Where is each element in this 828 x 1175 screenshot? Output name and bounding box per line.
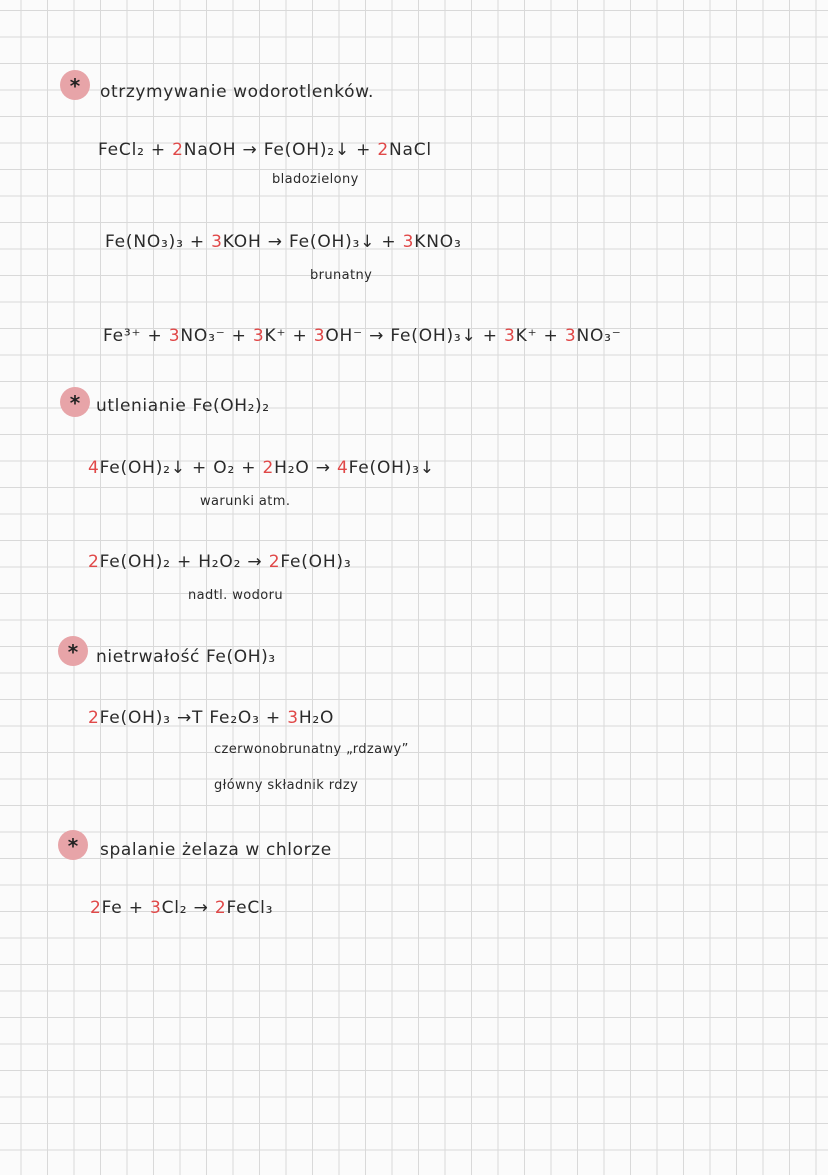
- eq-coefficient: 3: [252, 326, 265, 346]
- eq-part: Fe³⁺ +: [103, 326, 169, 346]
- equation: [88, 458, 435, 478]
- eq-coefficient: 3: [313, 326, 326, 346]
- eq-coefficient: 2: [214, 898, 227, 918]
- equation-note-2: główny składnik rdzy: [214, 778, 359, 793]
- section-heading: otrzymywanie wodorotlenków.: [100, 82, 375, 102]
- eq-part: FeCl₃: [226, 898, 274, 918]
- eq-coefficient: 2: [90, 898, 102, 918]
- eq-coefficient: 2: [88, 708, 100, 728]
- section-heading: utlenianie Fe(OH₂)₂: [96, 396, 270, 416]
- eq-coefficient: 2: [262, 458, 275, 478]
- eq-part: Fe(OH)₂ + H₂O₂ →: [99, 552, 269, 572]
- eq-coefficient: 2: [172, 140, 184, 160]
- eq-coefficient: 2: [377, 140, 390, 160]
- eq-coefficient: 3: [149, 898, 162, 918]
- eq-part: NO₃⁻ +: [180, 326, 253, 346]
- eq-coefficient: 4: [337, 458, 349, 478]
- eq-part: KNO₃: [414, 232, 462, 252]
- equation: [103, 326, 622, 346]
- asterisk-bullet-icon: *: [60, 70, 90, 100]
- eq-coefficient: 3: [402, 232, 415, 252]
- eq-part: H₂O →: [274, 458, 337, 478]
- eq-part: Fe(OH)₂↓ + O₂ +: [99, 458, 263, 478]
- eq-part: OH⁻ → Fe(OH)₃↓ +: [325, 326, 504, 346]
- eq-part: H₂O: [298, 708, 335, 728]
- equation: [88, 708, 334, 728]
- asterisk-bullet-icon: *: [58, 830, 88, 860]
- eq-part: NaOH → Fe(OH)₂↓ +: [183, 140, 378, 160]
- eq-coefficient: 4: [88, 458, 100, 478]
- eq-part: K⁺ +: [264, 326, 314, 346]
- equation: [98, 140, 432, 160]
- eq-coefficient: 3: [504, 326, 516, 346]
- equation-note: nadtl. wodoru: [188, 588, 284, 603]
- eq-part: FeCl₂ +: [98, 140, 173, 160]
- equation: [90, 898, 273, 918]
- eq-coefficient: 3: [287, 708, 299, 728]
- eq-coefficient: 3: [168, 326, 181, 346]
- eq-coefficient: 2: [88, 552, 100, 572]
- asterisk-bullet-icon: *: [60, 387, 90, 417]
- eq-part: KOH → Fe(OH)₃↓ +: [222, 232, 403, 252]
- eq-part: K⁺ +: [515, 326, 565, 346]
- eq-part: Fe(OH)₃↓: [348, 458, 435, 478]
- eq-part: Fe(OH)₃ →T Fe₂O₃ +: [99, 708, 288, 728]
- section-heading: spalanie żelaza w chlorze: [100, 840, 332, 860]
- eq-part: Fe(NO₃)₃ +: [105, 232, 212, 252]
- equation: [88, 552, 351, 572]
- equation-note: bladozielony: [272, 172, 359, 187]
- eq-coefficient: 3: [564, 326, 577, 346]
- eq-coefficient: 3: [211, 232, 223, 252]
- equation-note: czerwonobrunatny „rdzawy”: [214, 742, 409, 757]
- equation-note: brunatny: [310, 268, 373, 283]
- eq-part: NaCl: [389, 140, 432, 160]
- eq-part: Cl₂ →: [161, 898, 215, 918]
- section-heading: nietrwałość Fe(OH)₃: [96, 647, 276, 667]
- equation-note: warunki atm.: [200, 494, 291, 509]
- asterisk-bullet-icon: *: [58, 636, 88, 666]
- equation: [105, 232, 462, 252]
- eq-part: Fe +: [101, 898, 150, 918]
- eq-part: NO₃⁻: [576, 326, 622, 346]
- eq-part: Fe(OH)₃: [280, 552, 352, 572]
- eq-coefficient: 2: [268, 552, 281, 572]
